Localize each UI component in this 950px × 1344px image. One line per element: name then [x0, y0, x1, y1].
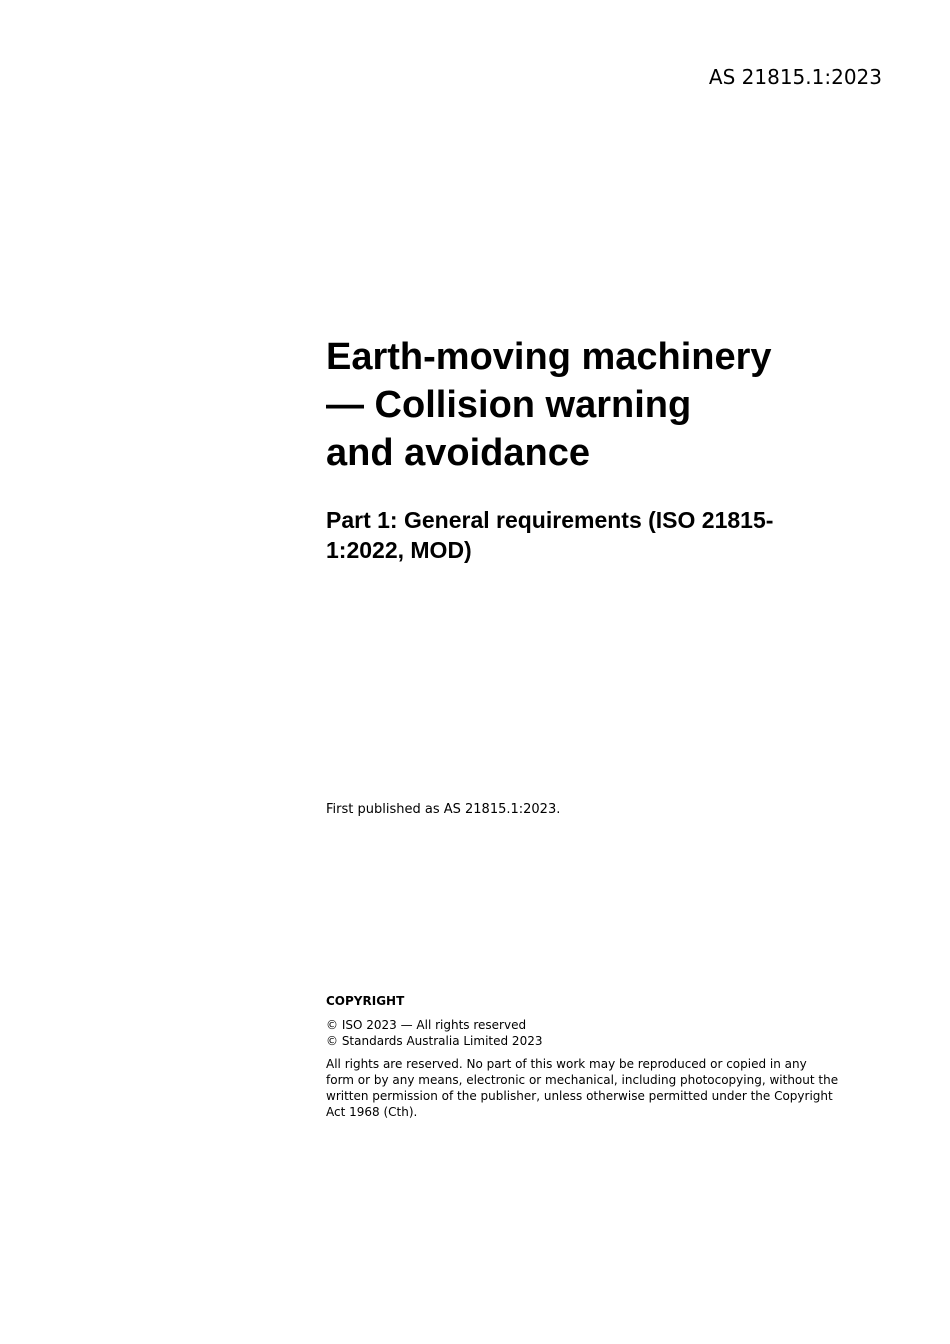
rights-notice-line: form or by any means, electronic or mechanical, including photocopying, without the — [326, 1073, 839, 1087]
copyright-heading: COPYRIGHT — [326, 994, 405, 1008]
rights-notice-line: All rights are reserved. No part of this work may be reproduced or copied in any — [326, 1057, 807, 1071]
title-line: and avoidance — [326, 432, 590, 474]
subtitle-line: 1:2022, MOD) — [326, 537, 472, 563]
rights-notice-line: written permission of the publisher, unless otherwise permitted under the Copyright — [326, 1089, 833, 1103]
rights-notice — [326, 1056, 866, 1120]
document-number: AS 21815.1:2023 — [708, 65, 882, 89]
document-title — [326, 333, 846, 477]
copyright-line: © ISO 2023 — All rights reserved — [326, 1018, 527, 1032]
copyright-holders — [326, 1017, 866, 1049]
copyright-line: © Standards Australia Limited 2023 — [326, 1034, 543, 1048]
first-published-note: First published as AS 21815.1:2023. — [326, 802, 561, 817]
copyright-block — [326, 993, 866, 1120]
rights-notice-line: Act 1968 (Cth). — [326, 1105, 418, 1119]
title-line: — Collision warning — [326, 384, 692, 426]
document-subtitle — [326, 505, 826, 565]
title-line: Earth-moving machinery — [326, 336, 772, 378]
subtitle-line: Part 1: General requirements (ISO 21815- — [326, 507, 774, 533]
